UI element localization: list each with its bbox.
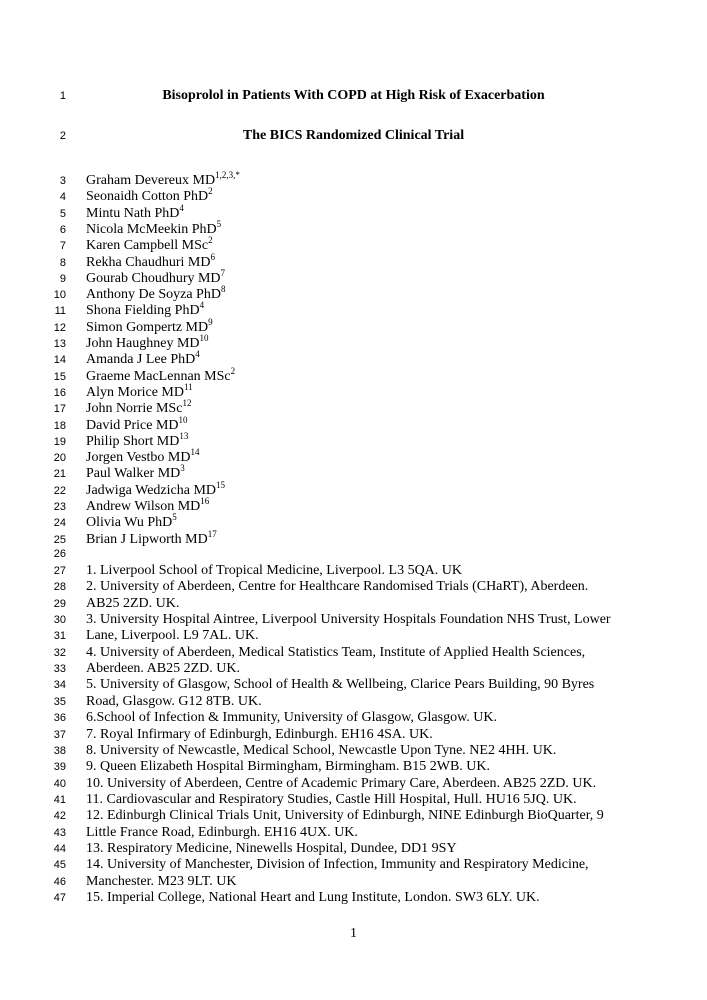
- author-name: Amanda J Lee PhD: [86, 352, 196, 368]
- author-name: Jadwiga Wedzicha MD: [86, 482, 217, 498]
- author-affiliation-ref: 15: [216, 479, 226, 490]
- author-affiliation-ref: 12: [182, 398, 192, 409]
- author-entry: [86, 286, 647, 304]
- line-number: 37: [53, 728, 66, 741]
- affiliation-line: [0, 873, 707, 891]
- author-entry: [86, 465, 647, 483]
- author-name: Philip Short MD: [86, 433, 180, 449]
- author-line: [0, 202, 707, 223]
- author-affiliation-ref: 16: [200, 496, 210, 506]
- affiliation-text: 10. University of Aberdeen, Centre of Academic Primary Care, Aberdeen. AB25 2ZD. UK.: [86, 775, 597, 791]
- line-number: 24: [53, 517, 66, 530]
- line-number: 34: [53, 679, 66, 692]
- line-number: 14: [53, 354, 66, 367]
- line-number: 12: [53, 321, 66, 334]
- paper-title: Bisoprolol in Patients With COPD at High Risk of Exacerbation: [162, 88, 545, 103]
- author-entry: [86, 351, 647, 369]
- author-entry: [86, 251, 647, 272]
- author-affiliation-ref: 5: [216, 218, 222, 229]
- paper-subtitle: The BICS Randomized Clinical Trial: [242, 128, 465, 143]
- line-number: 25: [53, 533, 66, 546]
- author-name: Graham Devereux MD: [86, 173, 216, 188]
- affiliation-line: [0, 791, 707, 809]
- page-number: 1: [350, 926, 357, 941]
- line-number: 46: [53, 875, 66, 888]
- line-number: 8: [59, 256, 66, 269]
- author-entry: [86, 267, 647, 288]
- author-line: [0, 237, 707, 255]
- line-subtitle: [0, 127, 707, 145]
- author-line: [0, 267, 707, 288]
- author-entry: [86, 237, 647, 255]
- affiliation-text: Manchester. M23 9LT. UK: [86, 873, 237, 889]
- author-entry: [86, 172, 647, 190]
- author-entry: [86, 188, 647, 206]
- line-number: 2: [59, 130, 66, 142]
- author-name: John Haughney MD: [86, 336, 200, 351]
- author-name: Seonaidh Cotton PhD: [86, 189, 209, 205]
- author-affiliation-ref: 10: [199, 333, 209, 343]
- author-name: John Norrie MSc: [86, 401, 183, 417]
- line-number: 33: [53, 663, 66, 676]
- author-affiliation-ref: 2: [208, 235, 213, 246]
- affiliation-text: 15. Imperial College, National Heart and Lung Institute, London. SW3 6LY. UK.: [86, 890, 540, 905]
- author-entry: [86, 202, 647, 223]
- author-line: [0, 351, 707, 369]
- affiliation-line: [0, 742, 707, 760]
- affiliation-line: [0, 775, 707, 793]
- line-number: 40: [53, 777, 66, 790]
- author-name: Paul Walker MD: [86, 466, 181, 482]
- affiliation-text: 11. Cardiovascular and Respiratory Studies, Castle Hill Hospital, Hull. HU16 5JQ. UK.: [86, 791, 577, 807]
- author-entry: [86, 498, 647, 516]
- line-number: 27: [53, 565, 66, 577]
- affiliation-line: [0, 709, 707, 727]
- affiliation-text: Lane, Liverpool. L9 7AL. UK.: [86, 628, 259, 644]
- affiliation-text: Little France Road, Edinburgh. EH16 4UX. UK.: [86, 824, 358, 840]
- author-name: Shona Fielding PhD: [86, 303, 200, 319]
- line-number: 30: [53, 614, 66, 627]
- affiliation-line: [0, 726, 707, 744]
- author-line: [0, 188, 707, 206]
- author-name: Alyn Morice MD: [86, 384, 184, 400]
- affiliation-text: 4. University of Aberdeen, Medical Statistics Team, Institute of Applied Health Sciences,: [86, 644, 586, 660]
- line-number: 17: [53, 403, 66, 416]
- line-number: 45: [53, 859, 66, 872]
- author-entry: [86, 218, 647, 239]
- affiliation-text: 13. Respiratory Medicine, Ninewells Hospital, Dundee, DD1 9SY: [86, 840, 457, 856]
- line-number: 43: [53, 826, 66, 839]
- line-number: 20: [53, 452, 66, 465]
- line-number: 16: [53, 386, 66, 399]
- blank-line: [0, 545, 707, 563]
- author-entry: [86, 335, 647, 353]
- author-line: [0, 465, 707, 483]
- author-entry: [86, 302, 647, 320]
- author-line: [0, 286, 707, 304]
- author-affiliation-ref: 4: [199, 300, 205, 311]
- author-affiliation-ref: 4: [195, 349, 200, 360]
- author-line: [0, 365, 707, 386]
- line-number: 19: [53, 435, 66, 448]
- line-number: 9: [59, 272, 66, 285]
- author-line: [0, 449, 707, 467]
- author-name: Brian J Lipworth MD: [86, 531, 208, 547]
- affiliation-line: [0, 840, 707, 858]
- affiliation-text: 9. Queen Elizabeth Hospital Birmingham, Birmingham. B15 2WB. UK.: [86, 759, 490, 775]
- affiliation-line: [0, 627, 707, 645]
- author-entry: [86, 449, 647, 467]
- author-entry: [86, 514, 647, 532]
- author-name: Jorgen Vestbo MD: [86, 450, 191, 466]
- author-line: [0, 400, 707, 418]
- affiliation-line: [0, 758, 707, 776]
- author-affiliation-ref: 13: [179, 430, 189, 441]
- line-number: 1: [59, 90, 66, 102]
- author-affiliation-ref: 1,2,3,*: [215, 170, 240, 180]
- author-entry: [86, 381, 647, 402]
- author-affiliation-ref: 11: [184, 381, 193, 392]
- affiliation-line: [0, 611, 707, 629]
- affiliation-line: [0, 562, 707, 580]
- affiliation-text: 3. University Hospital Aintree, Liverpool University Hospitals Foundation NHS Trust, Lower: [86, 612, 611, 628]
- author-name: Mintu Nath PhD: [86, 205, 180, 221]
- author-name: Anthony De Soyza PhD: [86, 287, 221, 303]
- line-number: 13: [53, 338, 66, 350]
- line-number: 11: [54, 305, 66, 318]
- affiliation-text: 5. University of Glasgow, School of Health & Wellbeing, Clarice Pears Building, 90 Byres: [86, 677, 595, 693]
- affiliation-text: 12. Edinburgh Clinical Trials Unit, University of Edinburgh, NINE Edinburgh BioQuarter, 9: [86, 808, 604, 824]
- author-line: [0, 218, 707, 239]
- author-entry: [86, 400, 647, 418]
- author-line: [0, 251, 707, 272]
- line-number: 15: [53, 370, 66, 383]
- affiliation-text: 14. University of Manchester, Division of Infection, Immunity and Respiratory Medicine,: [86, 857, 589, 873]
- affiliation-line: [0, 676, 707, 694]
- author-entry: [86, 316, 647, 337]
- author-affiliation-ref: 9: [208, 316, 213, 327]
- author-affiliation-ref: 17: [207, 528, 217, 539]
- author-affiliation-ref: 3: [180, 463, 185, 474]
- line-number: 3: [59, 175, 66, 187]
- author-name: Rekha Chaudhuri MD: [86, 254, 211, 270]
- affiliation-line: [0, 595, 707, 613]
- affiliation-text: 6.School of Infection & Immunity, University of Glasgow, Glasgow. UK.: [86, 710, 497, 726]
- line-number: 21: [53, 468, 66, 481]
- author-name: Nicola McMeekin PhD: [86, 221, 217, 237]
- line-number: 7: [59, 240, 66, 253]
- author-name: Andrew Wilson MD: [86, 499, 201, 514]
- author-line: [0, 479, 707, 500]
- line-number: 47: [53, 892, 66, 904]
- line-number: 26: [53, 548, 66, 560]
- author-entry: [86, 365, 647, 386]
- line-number: 44: [53, 842, 66, 855]
- author-name: Gourab Choudhury MD: [86, 270, 221, 286]
- author-name: Olivia Wu PhD: [86, 515, 173, 531]
- line-number: 41: [53, 793, 66, 806]
- affiliation-text: Road, Glasgow. G12 8TB. UK.: [86, 693, 262, 709]
- author-affiliation-ref: 5: [172, 512, 177, 523]
- affiliation-line: [0, 856, 707, 874]
- author-name: Graeme MacLennan MSc: [86, 368, 231, 384]
- line-number: 32: [53, 646, 66, 659]
- line-number: 23: [53, 501, 66, 513]
- author-entry: [86, 414, 647, 435]
- affiliation-line: [0, 644, 707, 662]
- author-line: [0, 172, 707, 190]
- affiliation-text: 1. Liverpool School of Tropical Medicine, Liverpool. L3 5QA. UK: [86, 563, 463, 578]
- author-affiliation-ref: 8: [220, 284, 226, 295]
- line-number: 22: [53, 484, 66, 497]
- author-line: [0, 381, 707, 402]
- line-number: 36: [53, 712, 66, 725]
- author-entry: [86, 479, 647, 500]
- affiliation-line: [0, 824, 707, 842]
- author-entry: [86, 430, 647, 451]
- affiliation-text: 8. University of Newcastle, Medical School, Newcastle Upon Tyne. NE2 4HH. UK.: [86, 742, 557, 758]
- line-number: 6: [59, 223, 66, 236]
- author-line: [0, 498, 707, 516]
- affiliation-text: Aberdeen. AB25 2ZD. UK.: [86, 661, 240, 677]
- line-number: 39: [53, 761, 66, 774]
- line-number: 31: [53, 630, 66, 643]
- author-line: [0, 514, 707, 532]
- line-number: 42: [53, 810, 66, 823]
- line-number: 18: [53, 419, 66, 432]
- affiliation-line: [0, 660, 707, 678]
- affiliation-line: [0, 889, 707, 907]
- line-number: 28: [53, 581, 66, 594]
- affiliation-line: [0, 693, 707, 711]
- author-affiliation-ref: 2: [230, 365, 236, 376]
- line-title: [0, 87, 707, 105]
- author-affiliation-ref: 6: [210, 251, 215, 262]
- author-affiliation-ref: 4: [179, 202, 184, 213]
- author-line: [0, 414, 707, 435]
- author-affiliation-ref: 2: [208, 186, 213, 197]
- author-name: Karen Campbell MSc: [86, 238, 209, 254]
- affiliation-text: AB25 2ZD. UK.: [86, 595, 180, 611]
- affiliation-text: 2. University of Aberdeen, Centre for Healthcare Randomised Trials (CHaRT), Aberdeen.: [86, 579, 589, 595]
- author-name: David Price MD: [86, 417, 179, 433]
- author-line: [0, 430, 707, 451]
- affiliation-line: [0, 807, 707, 825]
- author-line: [0, 316, 707, 337]
- author-affiliation-ref: 7: [220, 267, 226, 278]
- line-number: 5: [59, 207, 66, 220]
- line-number: 29: [53, 597, 66, 610]
- line-number: 4: [59, 191, 66, 204]
- author-affiliation-ref: 14: [190, 447, 200, 458]
- author-line: [0, 335, 707, 353]
- author-name: Simon Gompertz MD: [86, 319, 209, 335]
- affiliation-line: [0, 578, 707, 596]
- author-affiliation-ref: 10: [178, 414, 188, 425]
- line-number: 10: [53, 289, 66, 302]
- author-line: [0, 302, 707, 320]
- affiliation-text: 7. Royal Infirmary of Edinburgh, Edinburgh. EH16 4SA. UK.: [86, 726, 433, 742]
- line-number: 35: [53, 695, 66, 708]
- line-number: 38: [53, 744, 66, 757]
